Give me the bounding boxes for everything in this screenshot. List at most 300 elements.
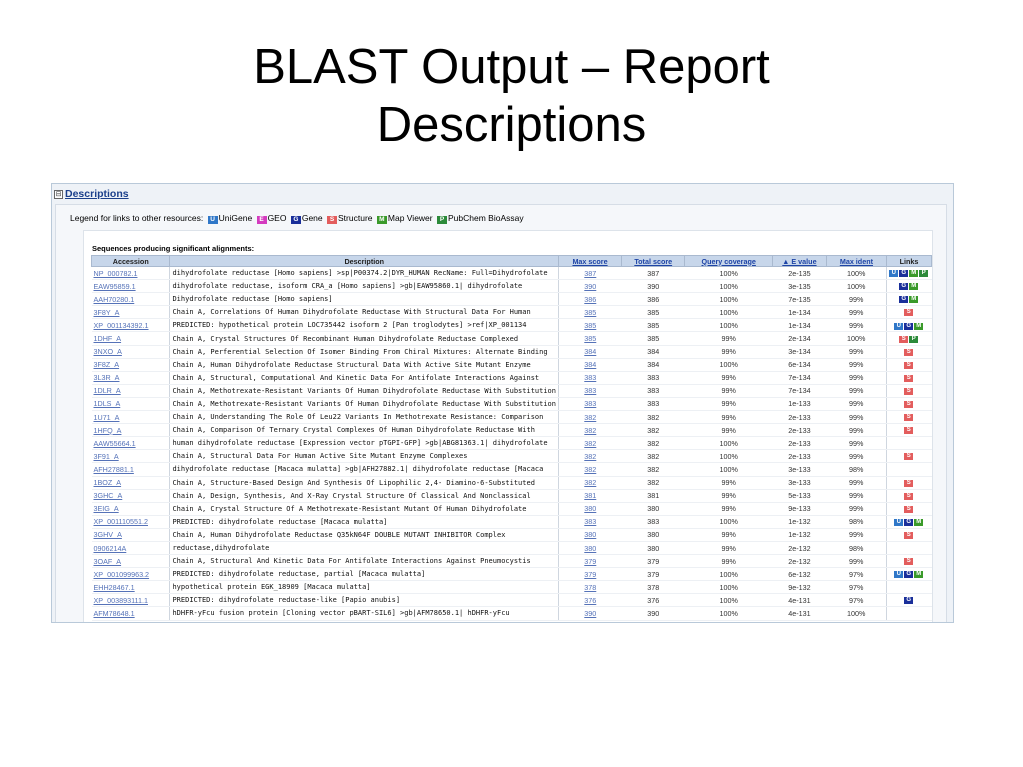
table-row (92, 594, 932, 607)
gene-icon[interactable]: G (904, 571, 913, 578)
structure-icon[interactable]: S (904, 480, 913, 487)
description-cell: Chain A, Understanding The Role Of Leu22 Variants In Methotrexate Resistance: Comparison (170, 411, 559, 424)
structure-icon[interactable]: S (904, 506, 913, 513)
description-cell: Chain A, Structural, Computational And Kinetic Data For Antifolate Interactions Against (170, 371, 559, 384)
table-row (92, 424, 932, 437)
results-heading: Sequences producing significant alignments: (92, 244, 255, 253)
accession-link[interactable]: 1HFQ_A (92, 424, 170, 437)
links-cell (887, 397, 932, 410)
accession-link[interactable]: XP_001110551.2 (92, 515, 170, 528)
col-max-score[interactable]: Max score (558, 256, 621, 267)
accession-link[interactable]: 3OAF_A (92, 555, 170, 568)
description-cell: dihydrofolate reductase, isoform CRA_a [Homo sapiens] >gb|EAW95860.1| dihydrofolate (170, 280, 559, 293)
max-ident-cell: 97% (826, 594, 886, 607)
table-row (92, 293, 932, 306)
total-score-cell: 385 (622, 306, 685, 319)
max-ident-cell: 99% (826, 489, 886, 502)
links-cell (887, 541, 932, 554)
table-row (92, 280, 932, 293)
query-coverage-cell: 99% (685, 489, 773, 502)
query-coverage-cell: 99% (685, 424, 773, 437)
slide-title-line2: Descriptions (376, 98, 647, 152)
unigene-icon[interactable]: U (894, 571, 903, 578)
description-cell: Chain A, Human Dihydrofolate Reductase Q35kN64F DOUBLE MUTANT INHIBITOR Complex (170, 528, 559, 541)
links-cell (887, 568, 932, 581)
total-score-cell: 385 (622, 319, 685, 332)
e-value-cell: 4e-131 (773, 594, 827, 607)
accession-link[interactable]: AFM78648.1 (92, 607, 170, 620)
map-viewer-icon: M (377, 216, 387, 224)
description-cell: PREDICTED: dihydrofolate reductase-like [Papio anubis] (170, 594, 559, 607)
max-score-link[interactable]: 385 (558, 319, 621, 332)
description-cell: Chain A, Methotrexate-Resistant Variants Of Human Dihydrofolate Reductase With Substitution (170, 384, 559, 397)
structure-icon[interactable]: S (904, 532, 913, 539)
structure-icon[interactable]: S (904, 414, 913, 421)
query-coverage-cell: 99% (685, 397, 773, 410)
max-ident-cell: 99% (826, 293, 886, 306)
e-value-cell: 1e-134 (773, 306, 827, 319)
table-row (92, 384, 932, 397)
max-ident-cell: 100% (826, 280, 886, 293)
query-coverage-cell: 100% (685, 280, 773, 293)
max-score-link[interactable]: 380 (558, 528, 621, 541)
query-coverage-cell: 100% (685, 358, 773, 371)
query-coverage-cell: 100% (685, 293, 773, 306)
table-row (92, 411, 932, 424)
max-score-link[interactable]: 382 (558, 450, 621, 463)
total-score-cell: 380 (622, 528, 685, 541)
description-cell: Chain A, Methotrexate-Resistant Variants Of Human Dihydrofolate Reductase With Substitution (170, 397, 559, 410)
table-row (92, 437, 932, 450)
total-score-cell: 379 (622, 555, 685, 568)
accession-link[interactable]: 3F91_A (92, 450, 170, 463)
total-score-cell: 376 (622, 594, 685, 607)
structure-icon[interactable]: S (904, 427, 913, 434)
table-row (92, 581, 932, 594)
e-value-cell: 7e-134 (773, 384, 827, 397)
links-cell (887, 581, 932, 594)
legend-item-label: PubChem BioAssay (448, 213, 524, 223)
description-cell: PREDICTED: hypothetical protein LOC735442 isoform 2 [Pan troglodytes] >ref|XP_001134 (170, 319, 559, 332)
accession-link[interactable]: 3GHC_A (92, 489, 170, 502)
query-coverage-cell: 100% (685, 306, 773, 319)
results-panel (83, 230, 933, 623)
map-viewer-icon[interactable]: M (916, 322, 922, 329)
e-value-cell: 6e-134 (773, 358, 827, 371)
query-coverage-cell: 99% (685, 345, 773, 358)
links-cell (887, 267, 932, 280)
structure-icon[interactable]: S (904, 388, 913, 395)
max-score-link[interactable]: 379 (558, 555, 621, 568)
query-coverage-cell: 100% (685, 437, 773, 450)
blast-descriptions-screenshot (51, 183, 954, 623)
query-coverage-cell: 99% (685, 411, 773, 424)
max-score-link[interactable]: 380 (558, 541, 621, 554)
description-cell: dihydrofolate reductase [Homo sapiens] >sp|P00374.2|DYR_HUMAN RecName: Full=Dihydrofolate (170, 267, 559, 280)
table-row (92, 607, 932, 620)
max-ident-cell: 99% (826, 384, 886, 397)
col-total-score[interactable]: Total score (622, 256, 685, 267)
unigene-icon: U (208, 216, 218, 224)
pubchem-bioassay-icon[interactable]: P (909, 336, 918, 343)
structure-icon[interactable]: S (904, 401, 913, 408)
table-row (92, 319, 932, 332)
total-score-cell: 378 (622, 581, 685, 594)
map-viewer-icon[interactable]: M (916, 518, 922, 525)
total-score-cell: 382 (622, 463, 685, 476)
query-coverage-cell: 99% (685, 476, 773, 489)
max-ident-cell: 99% (826, 319, 886, 332)
slide-title (0, 38, 1023, 154)
legend-item-label: Gene (301, 213, 323, 223)
gene-icon[interactable]: G (899, 283, 908, 290)
description-cell: human dihydrofolate reductase [Expression vector pTGPI-GFP] >gb|ABG81363.1| dihydrofolate (170, 437, 559, 450)
e-value-cell: 7e-135 (773, 293, 827, 306)
max-ident-cell: 99% (826, 306, 886, 319)
e-value-cell: 2e-133 (773, 450, 827, 463)
max-ident-cell: 98% (826, 541, 886, 554)
max-score-link[interactable]: 387 (558, 267, 621, 280)
descriptions-header[interactable] (54, 188, 129, 200)
description-cell: Chain A, Perferential Selection Of Isomer Binding From Chiral Mixtures: Alternate Binding (170, 345, 559, 358)
resource-legend (70, 213, 524, 224)
accession-link[interactable]: 1BOZ_A (92, 476, 170, 489)
table-row (92, 306, 932, 319)
unigene-icon[interactable]: U (894, 519, 903, 526)
accession-link[interactable]: 3F8Z_A (92, 358, 170, 371)
e-value-cell: 2e-133 (773, 411, 827, 424)
total-score-cell: 380 (622, 541, 685, 554)
total-score-cell: 383 (622, 371, 685, 384)
max-ident-cell: 99% (826, 411, 886, 424)
e-value-cell: 6e-132 (773, 568, 827, 581)
max-score-link[interactable]: 380 (558, 502, 621, 515)
max-score-link[interactable]: 383 (558, 384, 621, 397)
table-row (92, 515, 932, 528)
links-cell (887, 319, 932, 332)
description-cell: Chain A, Crystal Structures Of Recombinant Human Dihydrofolate Reductase Complexed (170, 332, 559, 345)
max-ident-cell: 99% (826, 450, 886, 463)
table-row (92, 502, 932, 515)
table-row (92, 397, 932, 410)
max-ident-cell: 100% (826, 267, 886, 280)
links-cell (887, 437, 932, 450)
e-value-cell: 3e-133 (773, 463, 827, 476)
unigene-icon[interactable]: U (889, 270, 898, 277)
links-cell (887, 358, 932, 371)
e-value-cell: 2e-134 (773, 332, 827, 345)
col-accession: Accession (92, 256, 170, 267)
description-cell: PREDICTED: dihydrofolate reductase, partial [Macaca mulatta] (170, 568, 559, 581)
accession-link[interactable]: NP_000782.1 (92, 267, 170, 280)
total-score-cell: 386 (622, 293, 685, 306)
accession-link[interactable]: XP_001134392.1 (92, 319, 170, 332)
e-value-cell: 2e-135 (773, 267, 827, 280)
e-value-cell: 2e-132 (773, 555, 827, 568)
links-cell (887, 306, 932, 319)
max-score-link[interactable]: 382 (558, 437, 621, 450)
max-score-link[interactable]: 390 (558, 607, 621, 620)
accession-link[interactable]: 1U71_A (92, 411, 170, 424)
query-coverage-cell: 99% (685, 555, 773, 568)
accession-link[interactable]: 1DLR_A (92, 384, 170, 397)
max-score-link[interactable]: 376 (558, 594, 621, 607)
accession-link[interactable]: 3EIG_A (92, 502, 170, 515)
links-cell (887, 450, 932, 463)
max-ident-cell: 97% (826, 568, 886, 581)
max-ident-cell: 99% (826, 358, 886, 371)
description-cell: hDHFR-yFcu fusion protein [Cloning vector pBART-SIL6] >gb|AFM78650.1| hDHFR-yFcu (170, 607, 559, 620)
structure-icon[interactable]: S (904, 558, 913, 565)
query-coverage-cell: 100% (685, 463, 773, 476)
description-cell: dihydrofolate reductase [Macaca mulatta] >gb|AFH27882.1| dihydrofolate reductase [Macaca (170, 463, 559, 476)
e-value-cell: 2e-133 (773, 437, 827, 450)
accession-link[interactable]: XP_003893111.1 (92, 594, 170, 607)
geo-icon: E (257, 216, 267, 224)
max-score-link[interactable]: 382 (558, 411, 621, 424)
max-ident-cell: 98% (826, 463, 886, 476)
max-score-link[interactable]: 386 (558, 293, 621, 306)
gene-icon[interactable]: G (899, 270, 908, 277)
accession-link[interactable]: 3F8Y_A (92, 306, 170, 319)
max-score-link[interactable]: 384 (558, 345, 621, 358)
gene-icon: G (291, 216, 301, 224)
e-value-cell: 1e-132 (773, 528, 827, 541)
table-row (92, 476, 932, 489)
total-score-cell: 382 (622, 411, 685, 424)
links-cell (887, 463, 932, 476)
unigene-icon[interactable]: U (894, 323, 903, 330)
col-e-value[interactable]: ▲ E value (773, 256, 827, 267)
accession-link[interactable]: 3GHV_A (92, 528, 170, 541)
accession-link[interactable]: 0906214A (92, 541, 170, 554)
e-value-cell: 9e-133 (773, 502, 827, 515)
pubchem-bioassay-icon[interactable]: P (919, 270, 928, 277)
e-value-cell: 1e-132 (773, 515, 827, 528)
e-value-cell: 2e-132 (773, 541, 827, 554)
e-value-cell: 5e-133 (773, 489, 827, 502)
max-ident-cell: 99% (826, 424, 886, 437)
legend-item-label: UniGene (218, 213, 253, 223)
total-score-cell: 379 (622, 568, 685, 581)
table-row (92, 489, 932, 502)
description-cell: Chain A, Structural And Kinetic Data For Antifolate Interactions Against Pneumocystis (170, 555, 559, 568)
legend-label: Legend for links to other resources: (70, 213, 204, 223)
collapse-toggle-icon[interactable]: ⊟ (55, 191, 62, 198)
max-ident-cell: 99% (826, 371, 886, 384)
links-cell (887, 528, 932, 541)
links-cell (887, 476, 932, 489)
legend-item-label: Structure (338, 213, 373, 223)
accession-link[interactable]: 1DLS_A (92, 397, 170, 410)
query-coverage-cell: 100% (685, 607, 773, 620)
accession-link[interactable]: 3L3R_A (92, 371, 170, 384)
links-cell (887, 515, 932, 528)
structure-icon[interactable]: S (904, 375, 913, 382)
query-coverage-cell: 100% (685, 568, 773, 581)
total-score-cell: 385 (622, 332, 685, 345)
max-ident-cell: 99% (826, 555, 886, 568)
max-ident-cell: 99% (826, 528, 886, 541)
structure-icon[interactable]: S (904, 309, 913, 316)
total-score-cell: 387 (622, 267, 685, 280)
table-row (92, 528, 932, 541)
max-score-link[interactable]: 384 (558, 358, 621, 371)
table-row (92, 371, 932, 384)
max-score-link[interactable]: 379 (558, 568, 621, 581)
links-cell (887, 489, 932, 502)
max-score-link[interactable]: 385 (558, 306, 621, 319)
links-cell (887, 502, 932, 515)
structure-icon[interactable]: S (904, 493, 913, 500)
total-score-cell: 382 (622, 450, 685, 463)
links-cell (887, 424, 932, 437)
map-viewer-icon[interactable]: M (911, 283, 917, 290)
max-ident-cell: 99% (826, 502, 886, 515)
e-value-cell: 3e-135 (773, 280, 827, 293)
total-score-cell: 382 (622, 476, 685, 489)
links-cell (887, 594, 932, 607)
max-ident-cell: 99% (826, 437, 886, 450)
accession-link[interactable]: EAW95859.1 (92, 280, 170, 293)
query-coverage-cell: 100% (685, 594, 773, 607)
e-value-cell: 1e-133 (773, 397, 827, 410)
accession-link[interactable]: EHH28467.1 (92, 581, 170, 594)
links-cell (887, 345, 932, 358)
description-cell: Chain A, Crystal Structure Of A Methotrexate-Resistant Mutant Of Human Dihydrofolate (170, 502, 559, 515)
map-viewer-icon[interactable]: M (911, 270, 917, 277)
query-coverage-cell: 100% (685, 450, 773, 463)
max-score-link[interactable]: 390 (558, 280, 621, 293)
links-cell (887, 411, 932, 424)
max-ident-cell: 100% (826, 607, 886, 620)
max-ident-cell: 98% (826, 515, 886, 528)
gene-icon[interactable]: G (899, 296, 908, 303)
description-cell: Chain A, Comparison Of Ternary Crystal Complexes Of Human Dihydrofolate Reductase With (170, 424, 559, 437)
max-score-link[interactable]: 381 (558, 489, 621, 502)
table-row (92, 463, 932, 476)
total-score-cell: 381 (622, 489, 685, 502)
accession-link[interactable]: AAW55664.1 (92, 437, 170, 450)
max-ident-cell: 99% (826, 397, 886, 410)
descriptions-link[interactable]: Descriptions (65, 188, 129, 200)
query-coverage-cell: 99% (685, 528, 773, 541)
gene-icon[interactable]: G (904, 597, 913, 604)
query-coverage-cell: 100% (685, 581, 773, 594)
max-ident-cell: 97% (826, 581, 886, 594)
max-score-link[interactable]: 382 (558, 476, 621, 489)
description-cell: Chain A, Correlations Of Human Dihydrofolate Reductase With Structural Data For Human (170, 306, 559, 319)
max-score-link[interactable]: 378 (558, 581, 621, 594)
query-coverage-cell: 99% (685, 541, 773, 554)
query-coverage-cell: 100% (685, 515, 773, 528)
e-value-cell: 9e-132 (773, 581, 827, 594)
pubchem-bioassay-icon: P (437, 216, 447, 224)
description-cell: Dihydrofolate reductase [Homo sapiens] (170, 293, 559, 306)
accession-link[interactable]: AAH70280.1 (92, 293, 170, 306)
links-cell (887, 371, 932, 384)
total-score-cell: 383 (622, 515, 685, 528)
description-cell: Chain A, Structure-Based Design And Synthesis Of Lipophilic 2,4- Diamino-6-Substituted (170, 476, 559, 489)
descriptions-body (55, 204, 947, 623)
structure-icon[interactable]: S (904, 362, 913, 369)
structure-icon[interactable]: S (904, 349, 913, 356)
table-row (92, 332, 932, 345)
slide-title-line1: BLAST Output – Report (253, 40, 770, 94)
table-row (92, 345, 932, 358)
gene-icon[interactable]: G (904, 323, 913, 330)
accession-link[interactable]: 3NXO_A (92, 345, 170, 358)
total-score-cell: 383 (622, 384, 685, 397)
total-score-cell: 383 (622, 397, 685, 410)
max-score-link[interactable]: 383 (558, 371, 621, 384)
links-cell (887, 293, 932, 306)
description-cell: Chain A, Design, Synthesis, And X-Ray Crystal Structure Of Classical And Nonclassical (170, 489, 559, 502)
query-coverage-cell: 100% (685, 319, 773, 332)
description-cell: PREDICTED: dihydrofolate reductase [Macaca mulatta] (170, 515, 559, 528)
query-coverage-cell: 100% (685, 267, 773, 280)
links-cell (887, 384, 932, 397)
total-score-cell: 382 (622, 437, 685, 450)
map-viewer-icon[interactable]: M (916, 571, 922, 578)
description-cell: Chain A, Structural Data For Human Active Site Mutant Enzyme Complexes (170, 450, 559, 463)
total-score-cell: 384 (622, 358, 685, 371)
table-row (92, 450, 932, 463)
col-description: Description (170, 256, 559, 267)
table-row (92, 541, 932, 554)
max-score-link[interactable]: 383 (558, 397, 621, 410)
query-coverage-cell: 99% (685, 384, 773, 397)
e-value-cell: 3e-134 (773, 345, 827, 358)
e-value-cell: 7e-134 (773, 371, 827, 384)
accession-link[interactable]: 1DHF_A (92, 332, 170, 345)
accession-link[interactable]: AFH27881.1 (92, 463, 170, 476)
table-row (92, 267, 932, 280)
total-score-cell: 390 (622, 607, 685, 620)
max-score-link[interactable]: 382 (558, 424, 621, 437)
col-query-coverage[interactable]: Query coverage (685, 256, 773, 267)
accession-link[interactable]: XP_001099963.2 (92, 568, 170, 581)
max-ident-cell: 99% (826, 476, 886, 489)
legend-item-label: GEO (267, 213, 287, 223)
max-score-link[interactable]: 383 (558, 515, 621, 528)
e-value-cell: 3e-133 (773, 476, 827, 489)
gene-icon[interactable]: G (904, 519, 913, 526)
legend-item-label: Map Viewer (387, 213, 433, 223)
table-row (92, 568, 932, 581)
query-coverage-cell: 99% (685, 332, 773, 345)
total-score-cell: 380 (622, 502, 685, 515)
links-cell (887, 332, 932, 345)
max-ident-cell: 100% (826, 332, 886, 345)
links-cell (887, 555, 932, 568)
structure-icon[interactable]: S (899, 336, 908, 343)
col-max-ident[interactable]: Max ident (826, 256, 886, 267)
max-score-link[interactable]: 382 (558, 463, 621, 476)
max-score-link[interactable]: 385 (558, 332, 621, 345)
table-row (92, 555, 932, 568)
col-links: Links (887, 256, 932, 267)
table-header-row (92, 256, 932, 267)
structure-icon[interactable]: S (904, 453, 913, 460)
total-score-cell: 384 (622, 345, 685, 358)
results-table (91, 255, 932, 621)
e-value-cell: 1e-134 (773, 319, 827, 332)
map-viewer-icon[interactable]: M (911, 296, 917, 303)
total-score-cell: 382 (622, 424, 685, 437)
links-cell (887, 607, 932, 620)
total-score-cell: 390 (622, 280, 685, 293)
